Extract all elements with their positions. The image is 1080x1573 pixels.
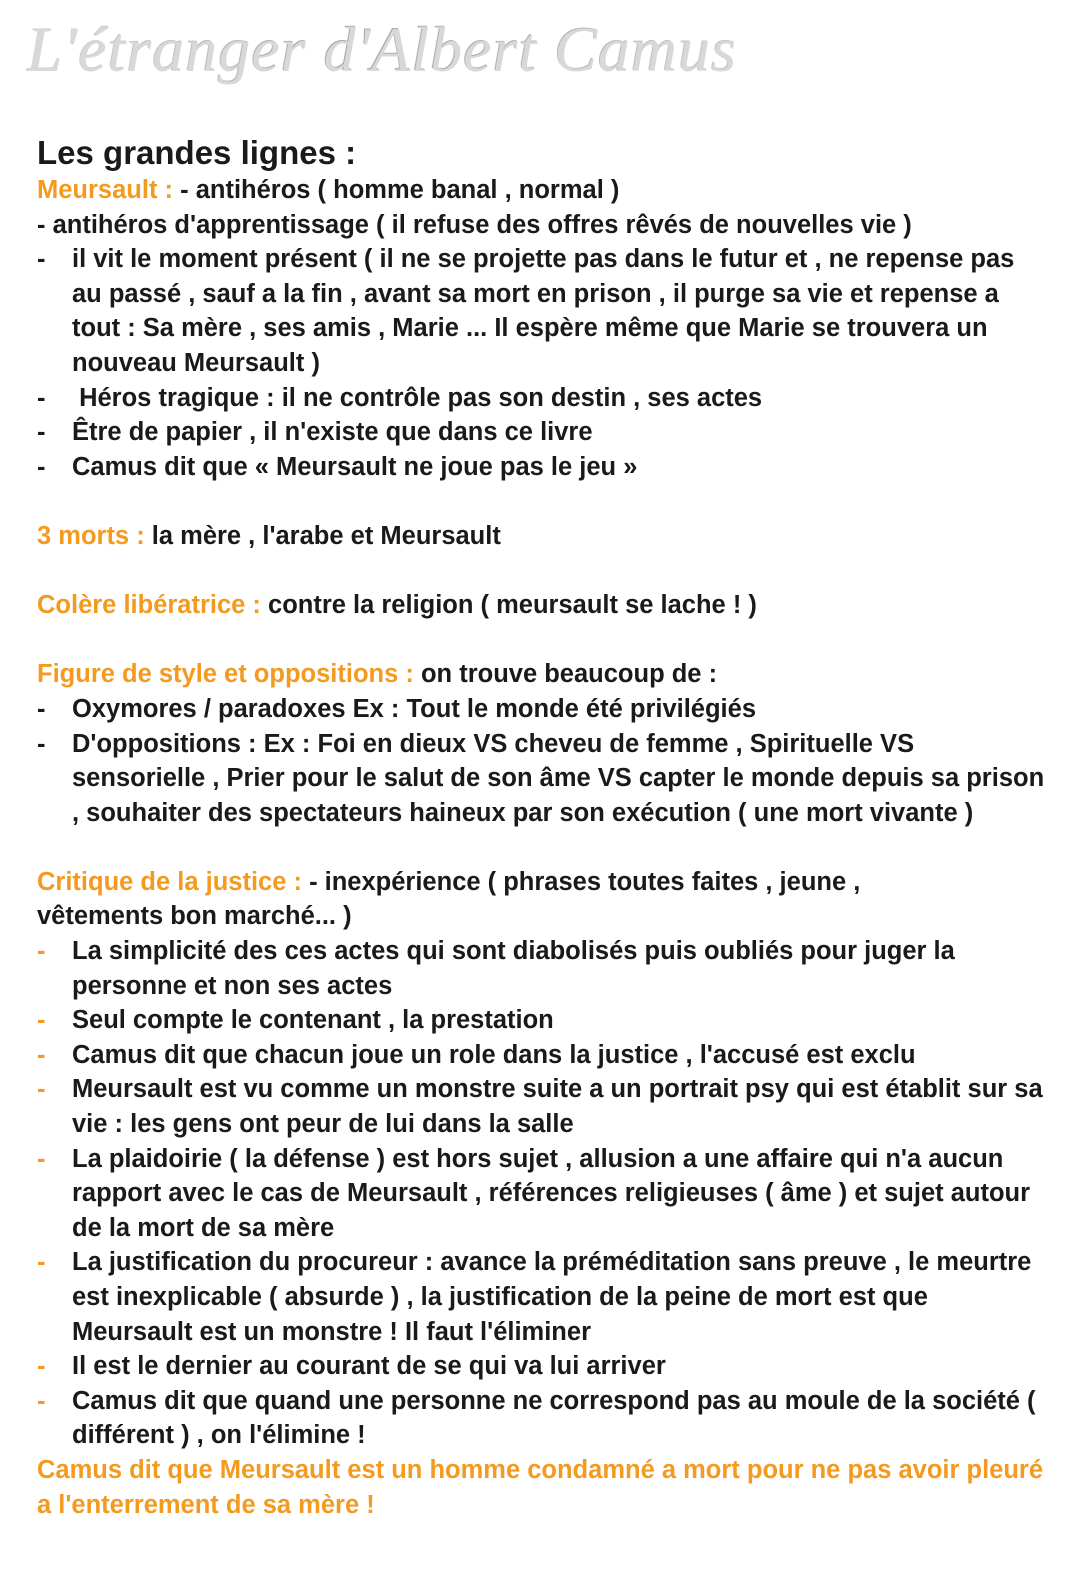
list-item xyxy=(37,692,1047,727)
bullet-dash: - xyxy=(37,1144,46,1173)
page-title: L'étranger d'Albert Camus xyxy=(26,4,736,94)
list-item xyxy=(37,381,1047,416)
bullet-dash: - xyxy=(37,1248,46,1277)
bullet-dash: - xyxy=(37,937,46,966)
list-item xyxy=(37,1038,1047,1073)
meursault-label: Meursault : xyxy=(37,176,174,204)
bullet-dash: - xyxy=(37,1352,46,1381)
meursault-first: - antihéros ( homme banal , normal ) xyxy=(180,176,620,204)
list-item xyxy=(37,727,1047,831)
list-item xyxy=(37,1349,1047,1384)
meursault-second: - antihéros d'apprentissage ( il refuse des offres rêvés de nouvelles vie ) xyxy=(37,210,912,239)
colere-label: Colère libératrice : xyxy=(37,591,261,620)
list-item xyxy=(37,1245,1047,1349)
list-item xyxy=(37,1142,1047,1246)
list-item-text: Il est le dernier au courant de se qui va lui arriver xyxy=(72,1352,666,1381)
colere-line xyxy=(37,588,1047,623)
list-item-text: La plaidoirie ( la défense ) est hors sujet , allusion a une affaire qui n'a aucun rapport avec le cas de Meursault , références religieuses ( âme ) et sujet autour de la mort de sa mère xyxy=(72,1144,1031,1242)
list-item xyxy=(37,242,1047,380)
section-heading: Les grandes lignes : xyxy=(37,134,357,171)
morts-text: la mère , l'arabe et Meursault xyxy=(144,521,501,550)
list-item xyxy=(37,450,1047,485)
bullet-dash: - xyxy=(37,245,46,274)
figure-line xyxy=(37,657,1047,692)
list-item xyxy=(37,934,1047,1003)
list-item-text: La justification du procureur : avance la préméditation sans preuve , le meurtre est inexplicable ( absurde ) , la justification de la peine de mort est que Meursault est un monstre ! Il faut l'éliminer xyxy=(72,1248,1032,1346)
list-item-text: La simplicité des ces actes qui sont diabolisés puis oubliés pour juger la personne et non ses actes xyxy=(72,937,955,1000)
bullet-dash: - xyxy=(37,418,46,447)
colere-text: contre la religion ( meursault se lache ! ) xyxy=(260,591,757,620)
list-item xyxy=(37,1072,1047,1141)
list-item-text: Camus dit que quand une personne ne correspond pas au moule de la société ( différent ) , on l'élimine ! xyxy=(72,1386,1036,1450)
bullet-dash: - xyxy=(37,1386,46,1415)
list-item xyxy=(37,415,1047,450)
list-item-text: il vit le moment présent ( il ne se projette pas dans le futur et , ne repense pas au passé , sauf a la fin , avant sa mort en prison , il purge sa vie et repense a tout : Sa mère , ses amis , Marie ... Il espère même que Marie se trouvera un nouveau Meursault ) xyxy=(72,245,1015,377)
meursault-intro xyxy=(37,173,1047,208)
bullet-dash: - xyxy=(37,729,46,758)
list-item xyxy=(37,1003,1047,1038)
figure-label: Figure de style et oppositions : xyxy=(37,660,414,689)
bullet-dash: - xyxy=(37,694,46,723)
bullet-dash: - xyxy=(37,383,46,412)
critique-line xyxy=(37,865,1047,900)
figure-text: on trouve beaucoup de : xyxy=(413,660,718,689)
list-item xyxy=(37,1384,1047,1453)
list-item-text: Camus dit que chacun joue un role dans la justice , l'accusé est exclu xyxy=(72,1040,916,1069)
critique-text: - inexpérience ( phrases toutes faites , jeune , xyxy=(301,867,861,896)
list-item-text: Héros tragique : il ne contrôle pas son destin , ses actes xyxy=(72,383,763,412)
morts-line xyxy=(37,519,1047,554)
critique-label: Critique de la justice : xyxy=(37,867,302,896)
notes-body xyxy=(37,133,1047,1522)
list-item-text: Oxymores / paradoxes Ex : Tout le monde été privilégiés xyxy=(72,694,757,723)
list-item-text: Camus dit que « Meursault ne joue pas le jeu » xyxy=(72,452,638,481)
morts-label: 3 morts : xyxy=(37,521,145,550)
bullet-dash: - xyxy=(37,1006,46,1035)
list-item-text: Meursault est vu comme un monstre suite a un portrait psy qui est établit sur sa vie : les gens ont peur de lui dans la salle xyxy=(72,1075,1043,1139)
bullet-dash: - xyxy=(37,1040,46,1069)
list-item-text: Être de papier , il n'existe que dans ce livre xyxy=(72,418,593,447)
critique-text-continued: vêtements bon marché... ) xyxy=(37,902,352,931)
list-item-text: Seul compte le contenant , la prestation xyxy=(72,1006,554,1035)
list-item-text: D'oppositions : Ex : Foi en dieux VS cheveu de femme , Spirituelle VS sensorielle , Prier pour le salut de son âme VS capter le monde depuis sa prison , souhaiter des spectateurs haineux par son exécution ( une mort vivante ) xyxy=(72,729,1045,827)
bullet-dash: - xyxy=(37,1075,46,1104)
conclusion: Camus dit que Meursault est un homme condamné a mort pour ne pas avoir pleuré a l'enterrement de sa mère ! xyxy=(37,1455,1044,1519)
bullet-dash: - xyxy=(37,452,46,481)
